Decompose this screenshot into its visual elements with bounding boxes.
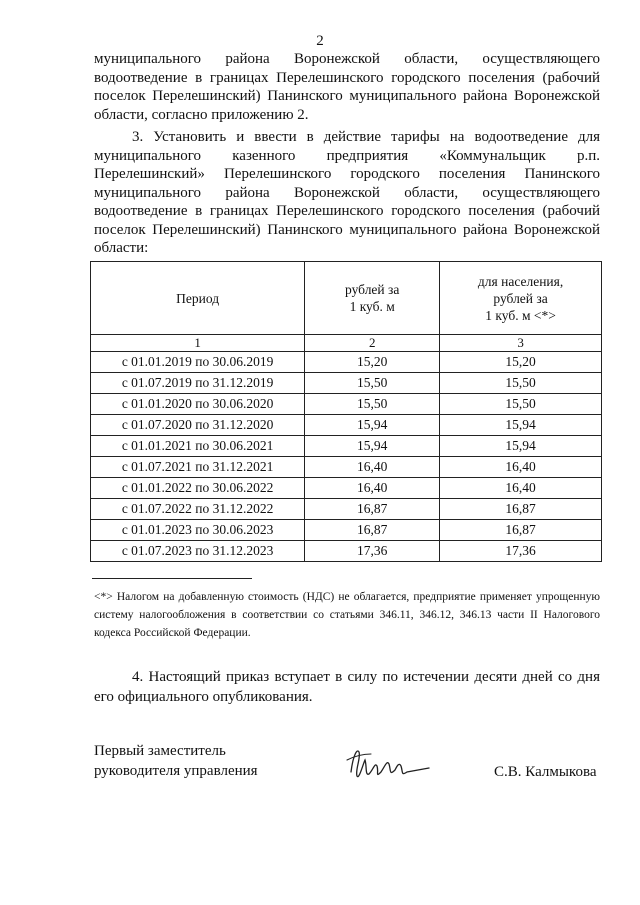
cell-rate: 16,87 [305,520,440,541]
paragraph-4-text: 4. Настоящий приказ вступает в силу по истечении десяти дней со дня его официального опубликования. [94,669,600,705]
paragraph-3 [94,128,600,258]
header-population-rate: для населения, рублей за 1 куб. м <*> [440,262,602,335]
column-number: 3 [440,335,602,352]
column-number: 1 [91,335,305,352]
cell-period: с 01.07.2019 по 31.12.2019 [91,373,305,394]
footnote-divider [92,578,252,579]
table-row [91,541,602,562]
cell-period: с 01.01.2021 по 30.06.2021 [91,436,305,457]
cell-rate: 16,87 [305,499,440,520]
signer-name: С.В. Калмыкова [494,764,597,780]
page-number: 2 [316,33,324,49]
table-row [91,478,602,499]
cell-population-rate: 15,50 [440,373,602,394]
cell-population-rate: 16,87 [440,520,602,541]
header-period: Период [91,262,305,335]
cell-population-rate: 16,40 [440,457,602,478]
cell-rate: 15,94 [305,415,440,436]
table-row [91,352,602,373]
cell-rate: 17,36 [305,541,440,562]
column-number: 2 [305,335,440,352]
cell-rate: 16,40 [305,478,440,499]
paragraph-3-number: 3. [132,129,144,145]
cell-period: с 01.07.2022 по 31.12.2022 [91,499,305,520]
table-row [91,436,602,457]
footnote: <*> Налогом на добавленную стоимость (НДС) не облагается, предприятие применяет упрощенную систему налогообложения в соответствии со статьями 346.11, 346.12, 346.13 части II Налогового кодекса Российской Федерации. [94,591,600,639]
cell-rate: 15,50 [305,373,440,394]
cell-rate: 15,50 [305,394,440,415]
signer-title-line-1: Первый заместитель [94,743,226,759]
cell-population-rate: 15,20 [440,352,602,373]
cell-rate: 15,20 [305,352,440,373]
cell-population-rate: 15,94 [440,436,602,457]
table-row [91,520,602,541]
cell-period: с 01.01.2023 по 30.06.2023 [91,520,305,541]
cell-population-rate: 16,87 [440,499,602,520]
cell-period: с 01.07.2020 по 31.12.2020 [91,415,305,436]
cell-period: с 01.01.2019 по 30.06.2019 [91,352,305,373]
signer-title [94,741,258,781]
table-row [91,415,602,436]
table-row [91,394,602,415]
cell-population-rate: 17,36 [440,541,602,562]
table-row [91,499,602,520]
cell-period: с 01.01.2020 по 30.06.2020 [91,394,305,415]
paragraph-4 [94,667,600,707]
column-number-row [91,335,602,352]
table-row [91,457,602,478]
tariff-table [90,261,602,562]
cell-rate: 16,40 [305,457,440,478]
handwritten-signature [345,742,435,788]
table-row [91,373,602,394]
cell-period: с 01.07.2023 по 31.12.2023 [91,541,305,562]
signer-title-line-2: руководителя управления [94,763,258,779]
cell-population-rate: 15,50 [440,394,602,415]
cell-period: с 01.07.2021 по 31.12.2021 [91,457,305,478]
cell-population-rate: 16,40 [440,478,602,499]
paragraph-3-text: Установить и ввести в действие тарифы на водоотведение для муниципального казенного предприятия «Коммунальщик р.п. Перелешинский» Перелешинского городского поселения Панинского муниципального района Воронежской области, осуществляющего водоотведение в границах Перелешинского городского поселения (рабочий поселок Перелешинский) Панинского муниципального района Воронежской области: [94,129,601,256]
table-header-row [91,262,602,335]
header-rate: рублей за 1 куб. м [305,262,440,335]
cell-period: с 01.01.2022 по 30.06.2022 [91,478,305,499]
cell-rate: 15,94 [305,436,440,457]
paragraph-continued: муниципального района Воронежской области, осуществляющего водоотведение в границах Перелешинского городского поселения (рабочий поселок Перелешинский) Панинского муниципального района Воронежской области, согласно приложению 2. [94,51,600,123]
cell-population-rate: 15,94 [440,415,602,436]
